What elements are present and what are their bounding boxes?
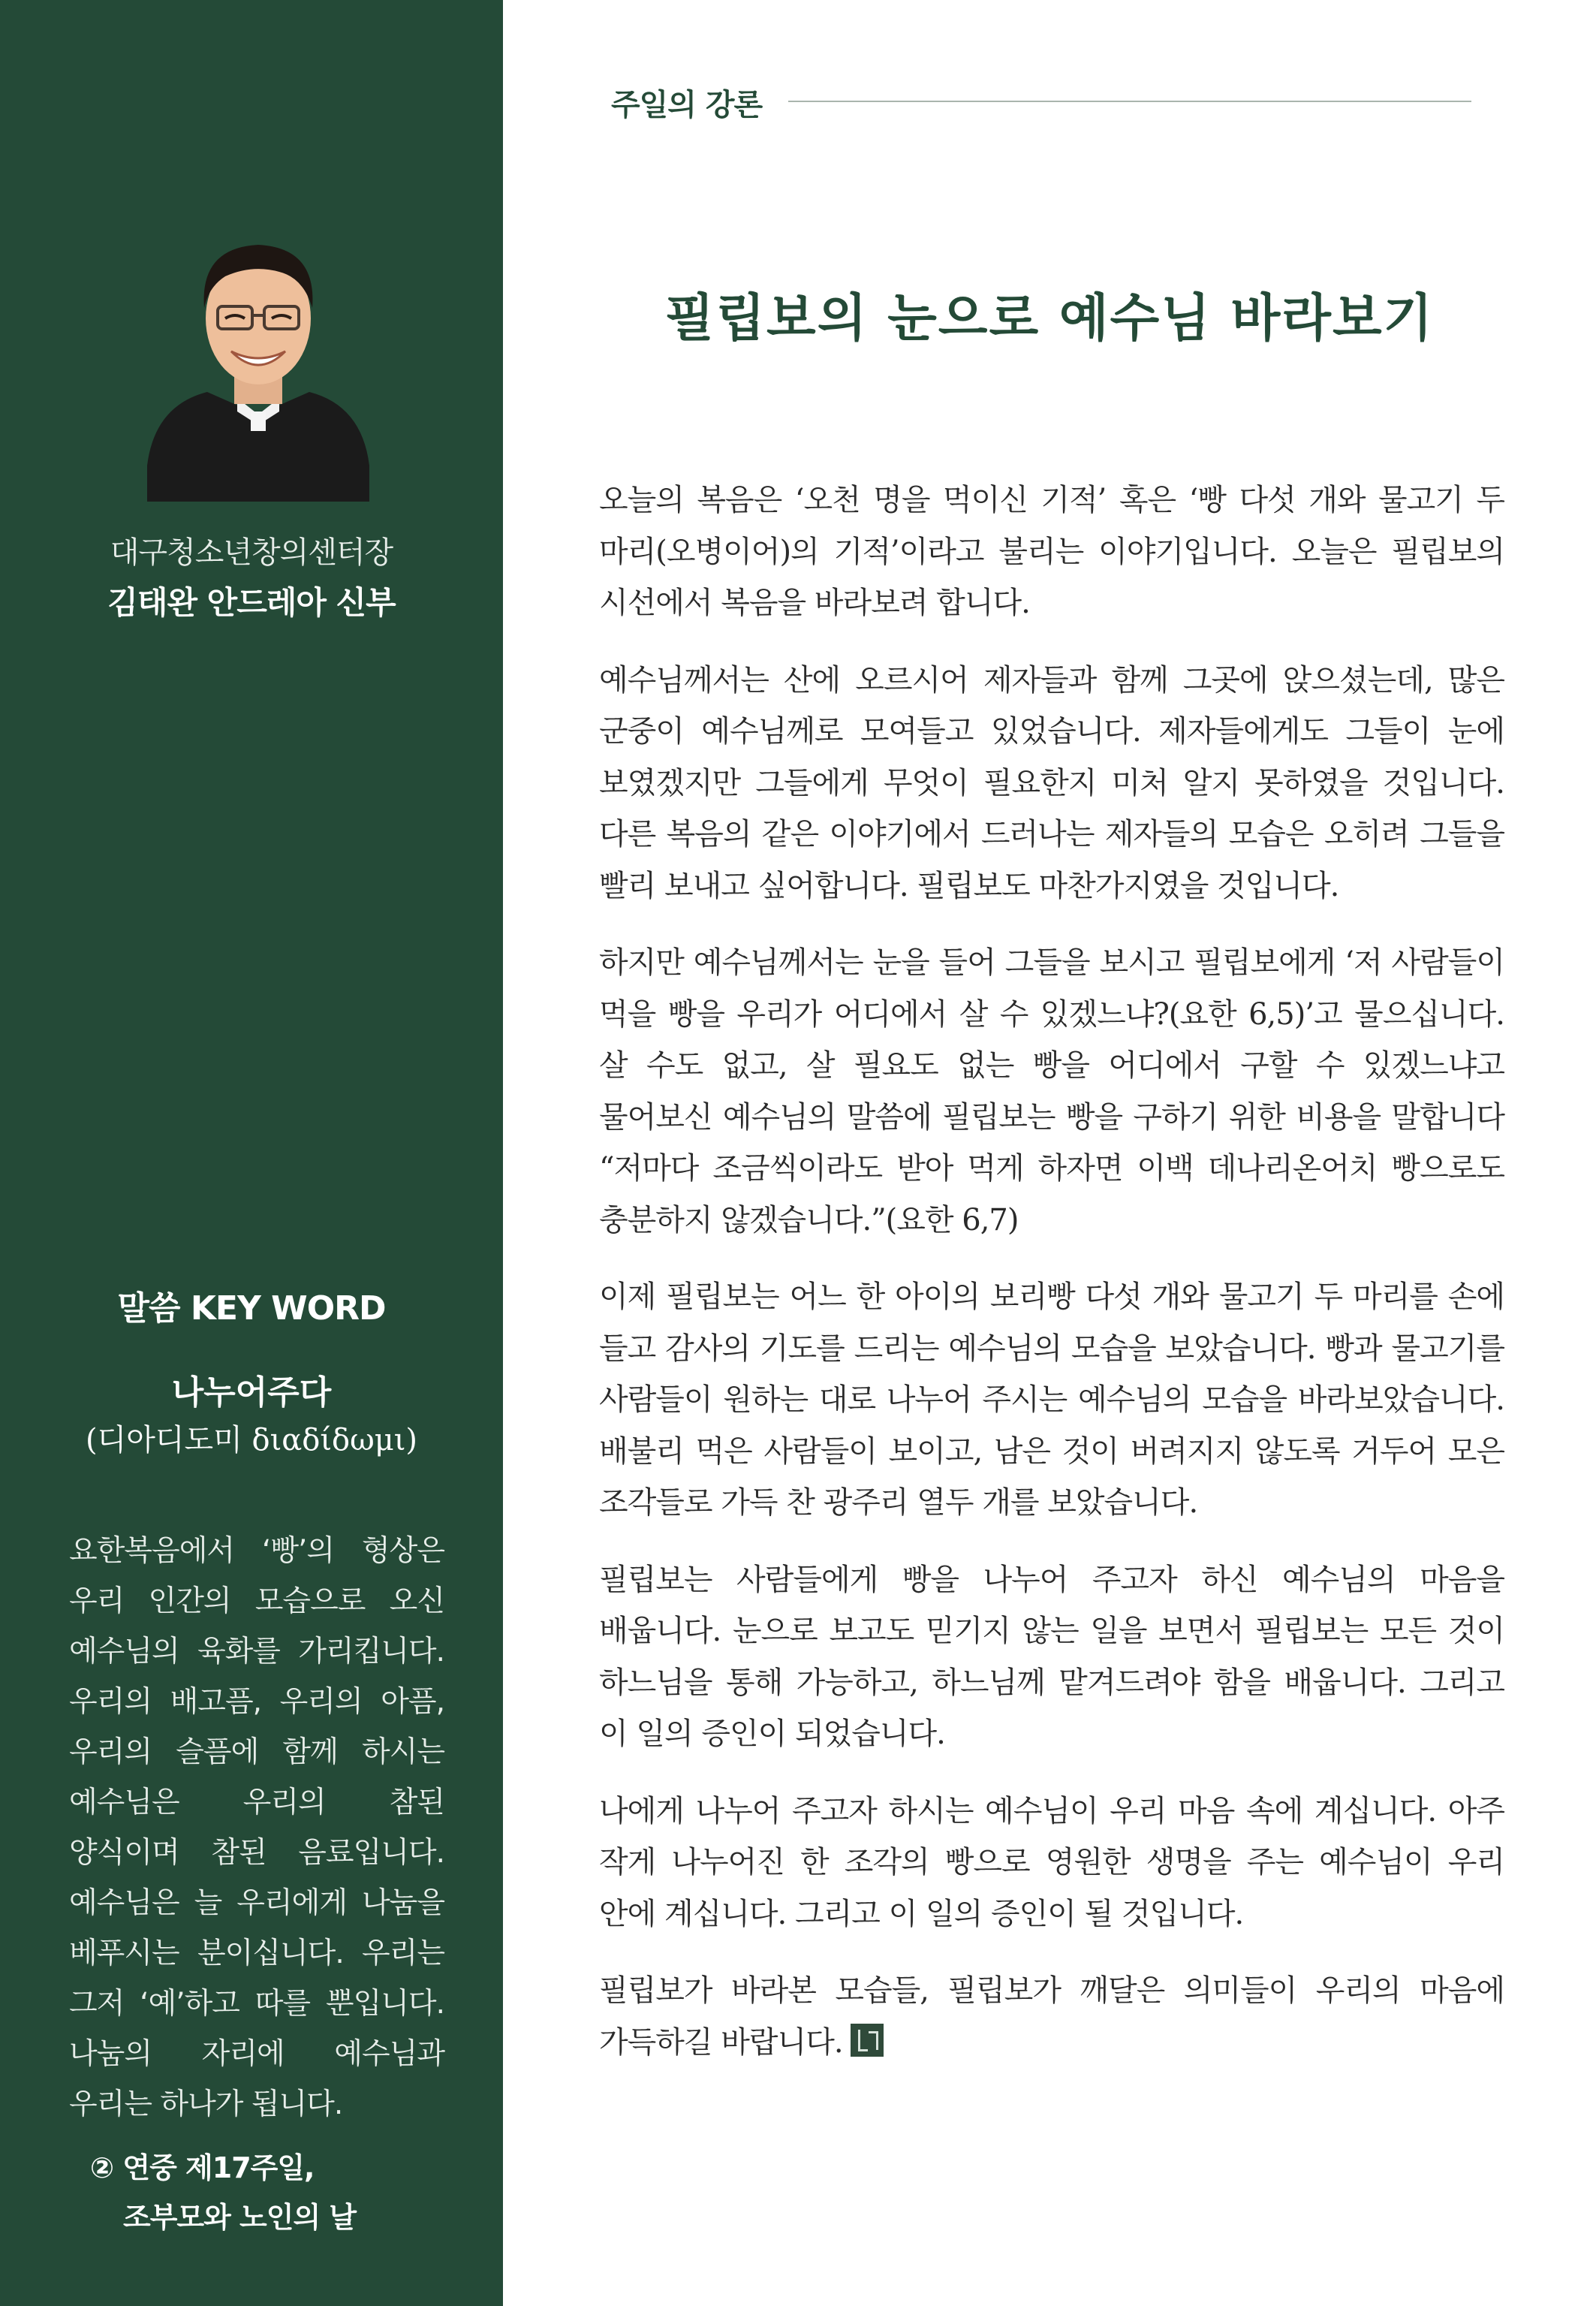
keyword-description: 요한복음에서 ‘빵’의 형상은 우리 인간의 모습으로 오신 예수님의 육화를 가리킵니다. 우리의 배고픔, 우리의 아픔, 우리의 슬픔에 함께 하시는 예수님은 우리의 참된 양식이며 참된 음료입니다. 예수님은 늘 우리에게 나눔을 베푸시는 분이십니다. 우리는 그저 ‘예’하고 따를 뿐입니다. 나눔의 자리에 예수님과 우리는 하나가 됩니다. [69,1534,444,2121]
section-divider [788,101,1471,102]
author-affiliation: 대구청소년창의센터장 [110,535,393,570]
article-closing-text: 필립보가 바라본 모습들, 필립보가 깨달은 의미들이 우리의 마음에 가득하길 바랍니다. [599,1973,1504,2060]
article-paragraph: 하지만 예수님께서는 눈을 들어 그들을 보시고 필립보에게 ‘저 사람들이 먹을 빵을 우리가 어디에서 살 수 있겠느냐?(요한 6,5)’고 물으십니다. 살 수도 없고, 살 필요도 없는 빵을 어디에서 구할 수 있겠느냐고 물어보신 예수님의 말씀에 필립보는 빵을 구하기 위한 비용을 말합니다 “저마다 조금씩이라도 받아 먹게 하자면 이백 데나리온어치 빵으로도 충분하지 않겠습니다.”(요한 6,7) [599,945,1504,1237]
article-paragraph: 필립보는 사람들에게 빵을 나누어 주고자 하신 예수님의 마음을 배웁니다. 눈으로 보고도 믿기지 않는 일을 보면서 필립보는 모든 것이 하느님을 통해 가능하고, 하느님께 맡겨드려야 함을 배웁니다. 그리고 이 일의 증인이 되었습니다. [599,1562,1504,1751]
liturgical-date-line2: 조부모와 노인의 날 [123,2201,357,2234]
article-paragraph: 이제 필립보는 어느 한 아이의 보리빵 다섯 개와 물고기 두 마리를 손에 들고 감사의 기도를 드리는 예수님의 모습을 보았습니다. 빵과 물고기를 사람들이 원하는 대로 나누어 주시는 예수님의 모습을 바라보았습니다. 배불리 먹은 사람들이 보이고, 남은 것이 버려지지 않도록 거두어 모은 조각들로 가득 찬 광주리 열두 개를 보았습니다. [599,1280,1504,1520]
sidebar [0,0,503,2306]
keyword-term: 나누어주다 [171,1373,332,1412]
article-paragraph-final [599,1965,1504,2068]
keyword-origin: (디아디도미 διαδίδωμι) [85,1423,418,1457]
article-paragraph: 오늘의 복음은 ‘오천 명을 먹이신 기적’ 혹은 ‘빵 다섯 개와 물고기 두 마리(오병이어)의 기적’이라고 불리는 이야기입니다. 오늘은 필립보의 시선에서 복음을 바라보려 합니다. [599,483,1504,620]
section-label: 주일의 강론 [611,88,763,122]
author-portrait [147,218,369,502]
page-title: 필립보의 눈으로 예수님 바라보기 [664,288,1435,348]
end-mark-icon [851,2024,884,2057]
article-body [599,475,1504,2093]
article-paragraph: 예수님께서는 산에 오르시어 제자들과 함께 그곳에 앉으셨는데, 많은 군중이 예수님께로 모여들고 있었습니다. 제자들에게도 그들이 눈에 보였겠지만 그들에게 무엇이 필요한지 미처 알지 못하였을 것입니다. 다른 복음의 같은 이야기에서 드러나는 제자들의 모습은 오히려 그들을 빨리 보내고 싶어합니다. 필립보도 마찬가지였을 것입니다. [599,662,1504,903]
author-name: 김태완 안드레아 신부 [107,584,396,621]
liturgical-date [90,2143,356,2242]
keyword-heading: 말씀 KEY WORD [117,1289,386,1328]
liturgical-date-line1: ② 연중 제17주일, [90,2151,315,2184]
article-paragraph: 나에게 나누어 주고자 하시는 예수님이 우리 마음 속에 계십니다. 아주 작게 나누어진 한 조각의 빵으로 영원한 생명을 주는 예수님이 우리 안에 계십니다. 그리고 이 일의 증인이 될 것입니다. [599,1793,1504,1931]
